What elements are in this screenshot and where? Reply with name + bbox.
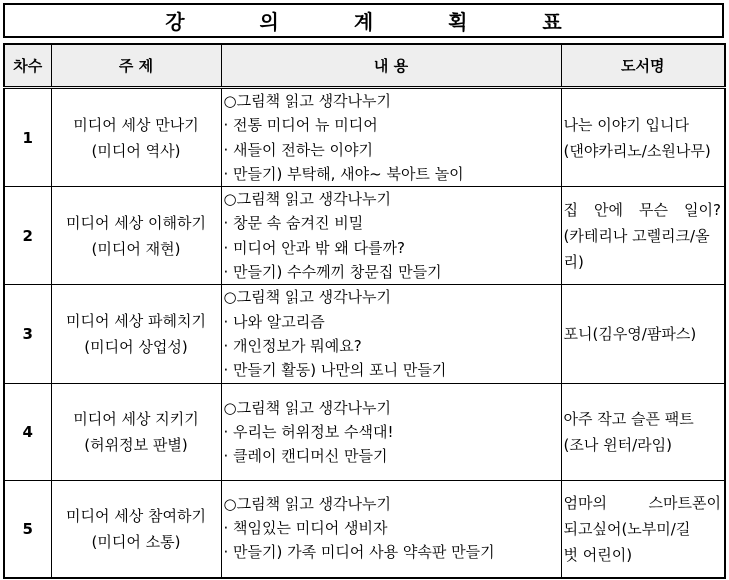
content-line: · 만들기 활동) 나만의 포니 만들기 [223, 361, 447, 380]
book-line: (댄야카리노/소원나무) [563, 141, 711, 160]
content-cell [221, 480, 561, 578]
content-line: ○그림책 읽고 생각나누기 [223, 190, 392, 209]
book-line: 벗 어린이) [563, 545, 633, 564]
topic-title: 미디어 세상 이해하기 [66, 213, 206, 232]
topic-cell [51, 187, 221, 285]
content-cell [221, 88, 561, 187]
content-line: · 미디어 안과 밖 왜 다를까? [223, 238, 405, 257]
book-cell [561, 285, 725, 383]
content-line: ○그림책 읽고 생각나누기 [223, 398, 392, 417]
content-line: · 만들기) 부탁해, 새야~ 북아트 놀이 [223, 164, 464, 183]
topic-cell [51, 285, 221, 383]
book-cell [561, 88, 725, 187]
header-book: 도서명 [561, 44, 725, 88]
content-line: ○그림책 읽고 생각나누기 [223, 494, 392, 513]
header-no: 차수 [4, 44, 51, 88]
header-row [4, 44, 725, 88]
content-line: · 창문 속 숨겨진 비밀 [223, 214, 364, 233]
content-line: · 만들기) 수수께끼 창문집 만들기 [223, 263, 442, 282]
topic-cell [51, 480, 221, 578]
session-number: 4 [4, 383, 51, 480]
topic-title: 미디어 세상 참여하기 [66, 506, 206, 525]
table-row [4, 383, 725, 480]
content-line: · 책임있는 미디어 생비자 [223, 518, 388, 537]
book-cell [561, 480, 725, 578]
book-cell [561, 187, 725, 285]
content-line: ○그림책 읽고 생각나누기 [223, 288, 392, 307]
topic-subtitle: (미디어 재현) [91, 239, 181, 258]
topic-subtitle: (미디어 역사) [91, 141, 181, 160]
topic-title: 미디어 세상 파헤치기 [66, 311, 206, 330]
table-row [4, 285, 725, 383]
content-line: · 전통 미디어 뉴 미디어 [223, 116, 378, 135]
content-cell [221, 285, 561, 383]
topic-title: 미디어 세상 지키기 [73, 409, 199, 428]
book-line: 아주 작고 슬픈 팩트 [563, 409, 694, 428]
book-line: 리) [563, 252, 584, 271]
table-row [4, 187, 725, 285]
topic-cell [51, 383, 221, 480]
header-topic: 주 제 [51, 44, 221, 88]
content-line: · 새들이 전하는 이야기 [223, 140, 373, 159]
page-title: 강 의 계 획 표 [165, 10, 596, 34]
header-content: 내 용 [221, 44, 561, 88]
table-row [4, 480, 725, 578]
session-number: 5 [4, 480, 51, 578]
content-cell [221, 187, 561, 285]
topic-subtitle: (미디어 상업성) [84, 337, 188, 356]
topic-cell [51, 88, 221, 187]
book-cell [561, 383, 725, 480]
book-line: 집 안에 무슨 일이? [563, 200, 721, 219]
content-line: · 나와 알고리즘 [223, 312, 325, 331]
content-cell [221, 383, 561, 480]
topic-title: 미디어 세상 만나기 [73, 115, 199, 134]
title-box [3, 3, 724, 38]
book-line: (조나 윈터/라임) [563, 435, 672, 454]
table-row [4, 88, 725, 187]
content-line: · 우리는 허위정보 수색대! [223, 422, 394, 441]
book-line: 포니(김우영/팜파스) [563, 324, 697, 343]
book-line: (카테리나 고렐리크/올 [563, 226, 710, 245]
content-line: · 개인정보가 뭐예요? [223, 336, 362, 355]
topic-subtitle: (허위정보 판별) [84, 435, 188, 454]
session-number: 3 [4, 285, 51, 383]
book-line: 엄마의 스마트폰이 [563, 493, 721, 512]
content-line: · 클레이 캔디머신 만들기 [223, 447, 388, 466]
content-line: · 만들기) 가족 미디어 사용 약속판 만들기 [223, 543, 495, 562]
session-number: 2 [4, 187, 51, 285]
lecture-plan-table [3, 43, 726, 579]
book-line: 나는 이야기 입니다 [563, 115, 689, 134]
session-number: 1 [4, 88, 51, 187]
book-line: 되고싶어(노부미/길 [563, 519, 691, 538]
content-line: ○그림책 읽고 생각나누기 [223, 92, 392, 110]
topic-subtitle: (미디어 소통) [91, 532, 181, 551]
